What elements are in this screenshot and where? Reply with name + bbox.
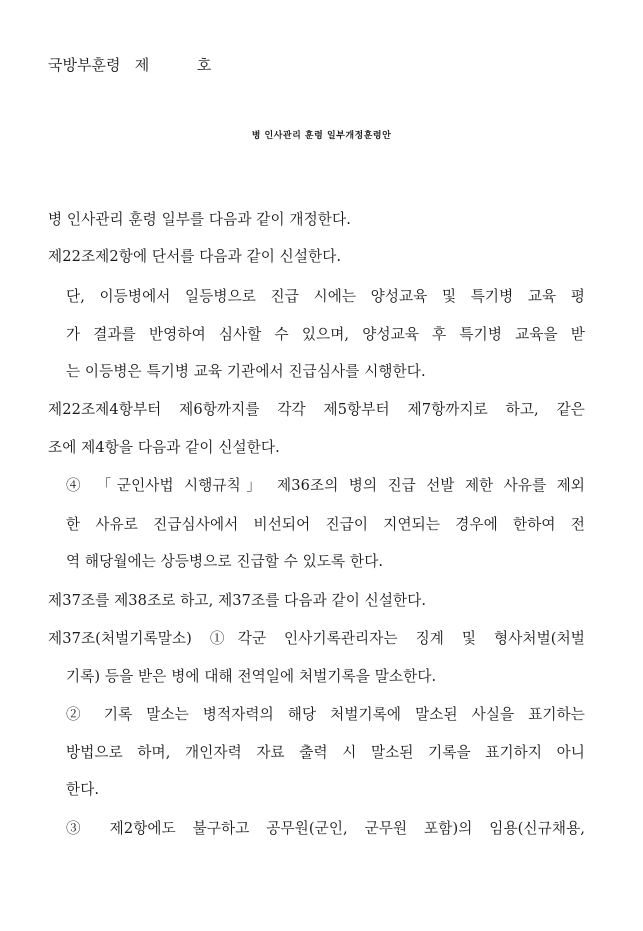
body-line: 는 이등병은 특기병 교육 기관에서 진급심사를 시행한다.	[66, 363, 426, 380]
body-line: 기록) 등을 받은 병에 대해 전역일에 처벌기록을 말소한다.	[66, 668, 437, 685]
body-line: 제37조(처벌기록말소) ①각군 인사기록관리자는 징계 및 형사처벌(처벌	[48, 630, 585, 647]
body-line: ④ 「군인사법 시행규칙」 제36조의 병의 진급 선발 제한 사유를 제외	[66, 477, 585, 494]
body-line: 한 사유로 진급심사에서 비선되어 진급이 지연되는 경우에 한하여 전	[66, 516, 585, 533]
body-line: 제22조제2항에 단서를 다음과 같이 신설한다.	[48, 248, 342, 265]
body-line: 단, 이등병에서 일등병으로 진급 시에는 양성교육 및 특기병 교육 평	[66, 288, 585, 305]
document-title: 병 인사관리 훈령 일부개정훈령안	[251, 131, 392, 141]
body-line: 방법으로 하며, 개인자력 자료 출력 시 말소된 기록을 표기하지 아니	[66, 744, 585, 761]
ordinance-number-header: 국방부훈령 제 호	[48, 56, 212, 74]
body-line: 조에 제4항을 다음과 같이 신설한다.	[48, 439, 280, 456]
body-line: 한다.	[66, 781, 100, 798]
body-line: 제37조를 제38조로 하고, 제37조를 다음과 같이 신설한다.	[48, 592, 427, 609]
body-line: ② 기록 말소는 병적자력의 해당 처벌기록에 말소된 사실을 표기하는	[66, 706, 585, 723]
body-line: 역 해당월에는 상등병으로 진급할 수 있도록 한다.	[66, 553, 384, 570]
body-line: 제22조제4항부터 제6항까지를 각각 제5항부터 제7항까지로 하고, 같은	[48, 401, 585, 418]
body-line: ③ 제2항에도 불구하고 공무원(군인, 군무원 포함)의 임용(신규채용,	[66, 820, 585, 837]
body-line: 가 결과를 반영하여 심사할 수 있으며, 양성교육 후 특기병 교육을 받	[66, 326, 585, 343]
body-line: 병 인사관리 훈령 일부를 다음과 같이 개정한다.	[48, 211, 351, 228]
